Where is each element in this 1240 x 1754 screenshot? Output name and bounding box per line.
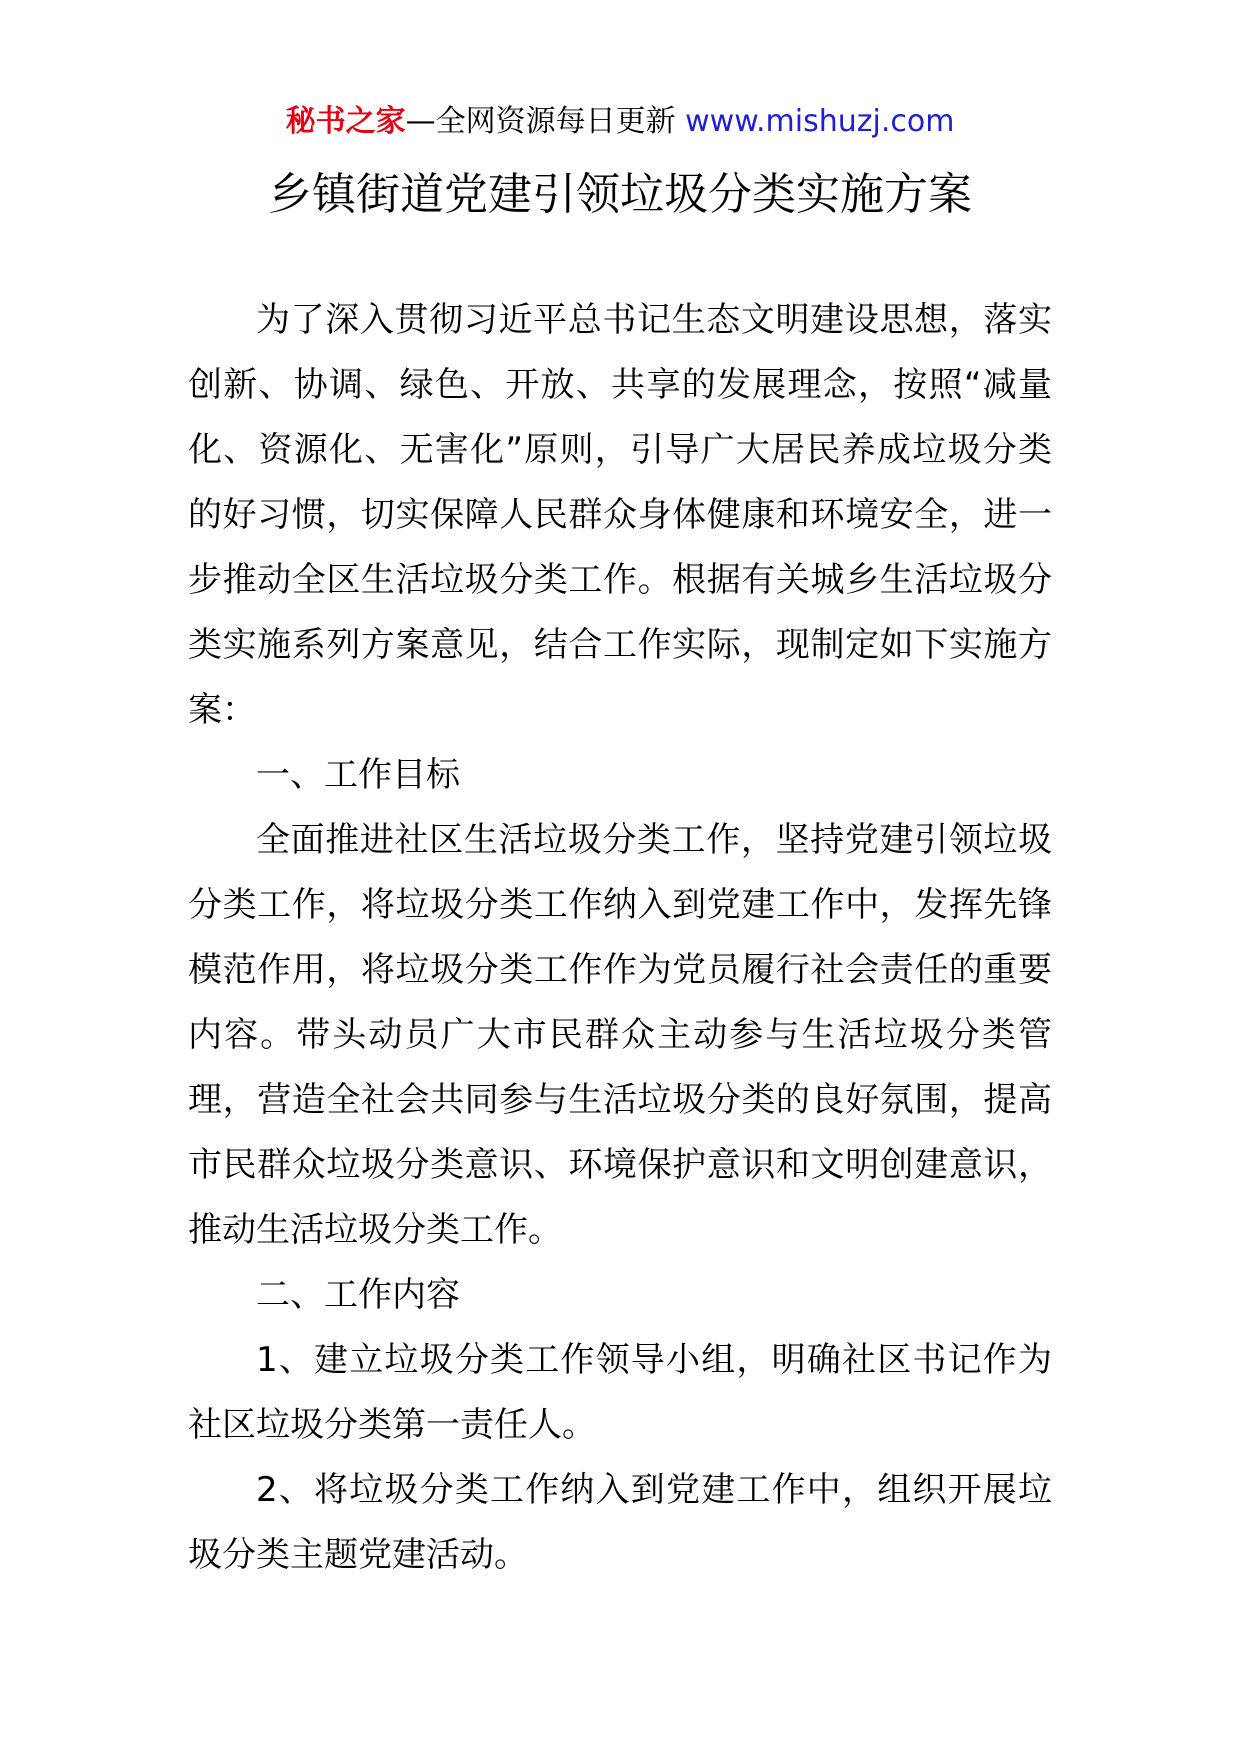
site-url-link[interactable]: www.mishuzj.com [685,104,955,139]
document-body [188,288,1052,1588]
section-heading-content: 二、工作内容 [256,1275,460,1315]
header-slogan: —全网资源每日更新 [405,104,676,139]
section-heading-goals: 一、工作目标 [256,755,460,795]
brand-name: 秘书之家 [285,104,406,139]
intro-paragraph: 为了深入贯彻习近平总书记生态文明建设思想，落实创新、协调、绿色、开放、共享的发展理念，按照“减量化、资源化、无害化”原则，引导广大居民养成垃圾分类的好习惯，切实保障人民群众身体健康和环境安全，进一步推动全区生活垃圾分类工作。根据有关城乡生活垃圾分类实施系列方案意见，结合工作实际，现制定如下实施方案： [188,300,1052,730]
content-item-2: 2、将垃圾分类工作纳入到党建工作中，组织开展垃圾分类主题党建活动。 [188,1470,1052,1575]
goals-paragraph: 全面推进社区生活垃圾分类工作，坚持党建引领垃圾分类工作，将垃圾分类工作纳入到党建工作中，发挥先锋模范作用，将垃圾分类工作作为党员履行社会责任的重要内容。带头动员广大市民群众主动参与生活垃圾分类管理，营造全社会共同参与生活垃圾分类的良好氛围，提高市民群众垃圾分类意识、环境保护意识和文明创建意识，推动生活垃圾分类工作。 [188,820,1052,1250]
document-title: 乡镇街道党建引领垃圾分类实施方案 [268,169,972,220]
site-header [0,100,1240,144]
content-item-1: 1、建立垃圾分类工作领导小组，明确社区书记作为社区垃圾分类第一责任人。 [188,1340,1052,1445]
